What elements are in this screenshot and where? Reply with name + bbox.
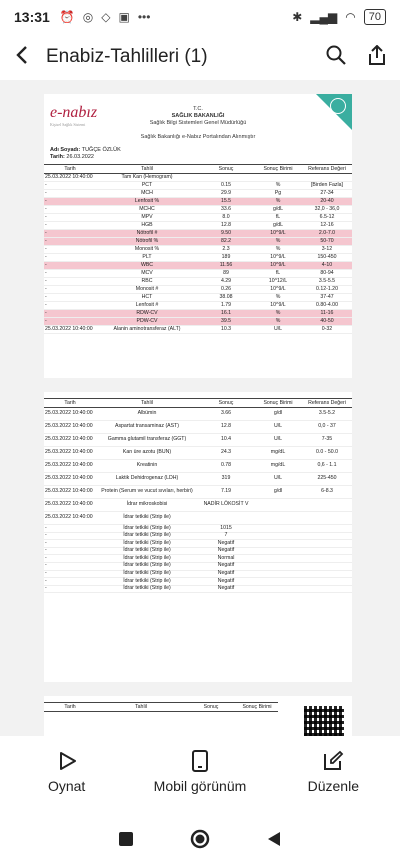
cell-date: -: [44, 278, 96, 286]
back-nav-icon[interactable]: [267, 831, 281, 852]
cell-result: 3.66: [198, 408, 254, 421]
cell-ref: [302, 540, 352, 548]
cell-result: 82.2: [198, 238, 254, 246]
cell-date: -: [44, 246, 96, 254]
cell-ref: 0.80-4.00: [302, 302, 352, 310]
table-row: [44, 278, 352, 286]
play-label: Oynat: [47, 778, 86, 794]
cell-unit: 10^9/L: [254, 262, 302, 270]
cell-date: -: [44, 190, 96, 198]
cell-result: 319: [198, 473, 254, 486]
cell-result: Negatif: [198, 585, 254, 593]
cell-result: 33.6: [198, 206, 254, 214]
table-row: [44, 585, 352, 593]
cell-date: -: [44, 238, 96, 246]
share-icon[interactable]: [368, 45, 386, 70]
cell-test: İdrar mikroskobisi: [96, 499, 198, 512]
cell-date: -: [44, 310, 96, 318]
cell-date: -: [44, 206, 96, 214]
cell-test: Albümin: [96, 408, 198, 421]
cell-unit: [254, 547, 302, 555]
col-test: Tahlil: [96, 165, 198, 174]
col-test: Tahlil: [96, 703, 186, 712]
cell-result: 12.8: [198, 222, 254, 230]
table-row: [44, 214, 352, 222]
cell-result: 2.3: [198, 246, 254, 254]
cell-date: -: [44, 555, 96, 563]
cell-test: İdrar tetkiki (Strip ile): [96, 532, 198, 540]
cell-ref: [302, 525, 352, 533]
col-date: Tarih: [44, 703, 96, 712]
cell-test: Alanin aminotransferaz (ALT): [96, 326, 198, 334]
bottom-toolbar: [0, 736, 400, 816]
col-unit: Sonuç Birimi: [254, 399, 302, 408]
cell-test: İdrar tetkiki (Strip ile): [96, 562, 198, 570]
cell-ref: [302, 512, 352, 525]
cell-result: 24.3: [198, 447, 254, 460]
cell-unit: mg/dL: [254, 460, 302, 473]
cell-test: Protein (Serum ve vucut sıvıları, herbiri): [96, 486, 198, 499]
cell-ref: 50-70: [302, 238, 352, 246]
package-icon: ▣: [118, 10, 130, 24]
cell-test: Nötrofil #: [96, 230, 198, 238]
cell-ref: [302, 499, 352, 512]
table-row: [44, 512, 352, 525]
bluetooth-icon: ✱: [292, 10, 303, 24]
cell-date: 25.03.2022 10:40:00: [44, 447, 96, 460]
cell-result: Negatif: [198, 562, 254, 570]
pdf-page-2: [44, 392, 352, 682]
mobile-view-button[interactable]: [150, 750, 250, 794]
cell-ref: [302, 570, 352, 578]
table-row: [44, 460, 352, 473]
cell-ref: [302, 532, 352, 540]
pdf-page-1: [44, 94, 352, 378]
cell-date: -: [44, 525, 96, 533]
cell-result: 7.19: [198, 486, 254, 499]
status-time: 13:31: [14, 9, 50, 25]
table-row: [44, 198, 352, 206]
cell-date: 25.03.2022 10:40:00: [44, 473, 96, 486]
tag-icon: ◇: [101, 10, 111, 24]
cell-test: İdrar tetkiki (Strip ile): [96, 512, 198, 525]
table-row: [44, 555, 352, 563]
cell-unit: 10^9/L: [254, 302, 302, 310]
cell-ref: 37-47: [302, 294, 352, 302]
home-icon[interactable]: [190, 829, 210, 854]
table-row: [44, 486, 352, 499]
cell-ref: 6.5-12: [302, 214, 352, 222]
cell-date: 25.03.2022 10:40:00: [44, 486, 96, 499]
cell-unit: fL: [254, 214, 302, 222]
cell-result: Normal: [198, 555, 254, 563]
cell-date: -: [44, 585, 96, 593]
table-row: [44, 540, 352, 548]
cell-unit: %: [254, 294, 302, 302]
cell-ref: 20-40: [302, 198, 352, 206]
table-row: [44, 434, 352, 447]
col-date: Tarih: [44, 399, 96, 408]
table-row: [44, 562, 352, 570]
cell-unit: [254, 174, 302, 182]
qr-code: [304, 706, 344, 736]
mobile-view-label: Mobil görünüm: [153, 778, 247, 794]
table-row: [44, 578, 352, 586]
edit-button[interactable]: [283, 750, 383, 794]
cell-test: İdrar tetkiki (Strip ile): [96, 570, 198, 578]
cell-result: 7: [198, 532, 254, 540]
col-ref: Referans Değeri: [302, 399, 352, 408]
cell-unit: [254, 525, 302, 533]
col-unit: Sonuç Birimi: [236, 703, 278, 712]
cell-test: İdrar tetkiki (Strip ile): [96, 578, 198, 586]
cell-test: RDW-CV: [96, 310, 198, 318]
page-title: Enabiz-Tahlilleri (1): [46, 46, 208, 67]
cell-ref: 150-450: [302, 254, 352, 262]
col-result: Sonuç: [186, 703, 236, 712]
cell-result: 38.08: [198, 294, 254, 302]
cell-test: Monosit #: [96, 286, 198, 294]
cell-ref: 0,0 - 37: [302, 421, 352, 434]
gov-directorate: Sağlık Bilgi Sistemleri Genel Müdürlüğü: [149, 120, 247, 126]
lab-table-3: [44, 702, 278, 712]
cell-test: MCH: [96, 190, 198, 198]
table-row: [44, 532, 352, 540]
gov-ministry: SAĞLIK BAKANLIĞI: [171, 113, 225, 119]
cell-result: 29.9: [198, 190, 254, 198]
cell-date: -: [44, 262, 96, 270]
cell-test: İdrar tetkiki (Strip ile): [96, 555, 198, 563]
cell-test: Gamma glutamil transferaz (GGT): [96, 434, 198, 447]
cell-date: 25.03.2022 10:40:00: [44, 421, 96, 434]
table-row: [44, 174, 352, 182]
cell-date: -: [44, 294, 96, 302]
table-row: [44, 286, 352, 294]
col-unit: Sonuç Birimi: [254, 165, 302, 174]
cell-result: Negatif: [198, 540, 254, 548]
cell-test: Lenfosit #: [96, 302, 198, 310]
lab-table-1: [44, 164, 352, 334]
cell-ref: 3.5-5.2: [302, 408, 352, 421]
cell-ref: [302, 555, 352, 563]
cell-unit: [254, 555, 302, 563]
cell-result: 89: [198, 270, 254, 278]
cell-date: -: [44, 198, 96, 206]
cell-unit: g/dl: [254, 408, 302, 421]
cell-result: 10.4: [198, 434, 254, 447]
cell-test: MPV: [96, 214, 198, 222]
cell-test: PLT: [96, 254, 198, 262]
cell-date: 25.03.2022 10:40:00: [44, 408, 96, 421]
cell-unit: g/dl: [254, 486, 302, 499]
cell-unit: %: [254, 310, 302, 318]
cell-test: PCT: [96, 182, 198, 190]
cell-test: MCHC: [96, 206, 198, 214]
cell-test: WBC: [96, 262, 198, 270]
system-nav-bar: [0, 816, 400, 866]
cell-test: MCV: [96, 270, 198, 278]
cell-result: 189: [198, 254, 254, 262]
cell-ref: [302, 578, 352, 586]
cell-date: -: [44, 270, 96, 278]
cell-unit: g/dL: [254, 206, 302, 214]
table-row: [44, 254, 352, 262]
cell-result: 12.8: [198, 421, 254, 434]
cell-ref: 11-16: [302, 310, 352, 318]
cell-unit: %: [254, 318, 302, 326]
play-button[interactable]: [17, 750, 117, 794]
pdf-page-3: [44, 696, 352, 736]
cell-unit: mg/dL: [254, 447, 302, 460]
cell-date: 25.03.2022 10:40:00: [44, 174, 96, 182]
cell-unit: [254, 512, 302, 525]
mobile-view-icon: [191, 750, 209, 772]
cell-ref: 3-12: [302, 246, 352, 254]
cell-result: Negatif: [198, 570, 254, 578]
cell-date: -: [44, 286, 96, 294]
cell-ref: 2.0-7.0: [302, 230, 352, 238]
cell-unit: %: [254, 238, 302, 246]
col-result: Sonuç: [198, 165, 254, 174]
col-date: Tarih: [44, 165, 96, 174]
cell-result: 1015: [198, 525, 254, 533]
cell-date: -: [44, 540, 96, 548]
table-row: [44, 270, 352, 278]
cell-ref: 80-94: [302, 270, 352, 278]
col-result: Sonuç: [198, 399, 254, 408]
cell-test: Kreatinin: [96, 460, 198, 473]
cell-ref: 40-50: [302, 318, 352, 326]
cell-result: Negatif: [198, 547, 254, 555]
cell-date: -: [44, 230, 96, 238]
cell-result: [198, 174, 254, 182]
cell-test: Kan üre azotu (BUN): [96, 447, 198, 460]
edit-icon: [322, 750, 344, 772]
cell-unit: 10^12/L: [254, 278, 302, 286]
cell-unit: %: [254, 198, 302, 206]
table-row: [44, 302, 352, 310]
cell-result: 15.5: [198, 198, 254, 206]
cell-ref: [302, 547, 352, 555]
cell-result: 39.5: [198, 318, 254, 326]
cell-result: [198, 512, 254, 525]
table-row: [44, 326, 352, 334]
cell-ref: 6-8.3: [302, 486, 352, 499]
cell-ref: 0-32: [302, 326, 352, 334]
cell-date: -: [44, 254, 96, 262]
col-ref: Referans Değeri: [302, 165, 352, 174]
cell-ref: [302, 585, 352, 593]
more-dots-icon: •••: [137, 10, 151, 24]
instagram-icon: ◎: [82, 10, 94, 24]
table-row: [44, 246, 352, 254]
cell-test: Lenfosit %: [96, 198, 198, 206]
cell-result: 0.78: [198, 460, 254, 473]
cell-date: -: [44, 578, 96, 586]
cell-result: 8.0: [198, 214, 254, 222]
cell-ref: 4-10: [302, 262, 352, 270]
pdf-viewer[interactable]: [0, 80, 400, 736]
cell-result: 11.56: [198, 262, 254, 270]
table-row: [44, 525, 352, 533]
cell-unit: Pg: [254, 190, 302, 198]
cell-unit: %: [254, 182, 302, 190]
cell-unit: [254, 499, 302, 512]
table-row: [44, 206, 352, 214]
gov-tc: T.C.: [193, 106, 203, 112]
cell-ref: 3.5-5.5: [302, 278, 352, 286]
table-row: [44, 230, 352, 238]
lab-table-2: [44, 398, 352, 593]
table-row: [44, 182, 352, 190]
cell-test: PDW-CV: [96, 318, 198, 326]
cell-ref: 0.0 - 50.0: [302, 447, 352, 460]
cell-date: -: [44, 182, 96, 190]
cell-ref: [302, 562, 352, 570]
cell-test: İdrar tetkiki (Strip ile): [96, 540, 198, 548]
app-bar: [0, 34, 400, 80]
cell-unit: U/L: [254, 473, 302, 486]
cell-unit: U/L: [254, 421, 302, 434]
cell-unit: %: [254, 246, 302, 254]
cell-date: -: [44, 222, 96, 230]
cell-date: -: [44, 562, 96, 570]
cell-date: -: [44, 570, 96, 578]
cell-ref: 27-34: [302, 190, 352, 198]
cell-unit: 10^9/L: [254, 286, 302, 294]
cell-date: -: [44, 318, 96, 326]
cell-test: Nötrofil %: [96, 238, 198, 246]
cell-result: 4.29: [198, 278, 254, 286]
cell-result: NADİR LÖKOSİT V: [198, 499, 254, 512]
edit-label: Düzenle: [307, 778, 359, 794]
status-bar: [0, 0, 400, 34]
cell-ref: 12-16: [302, 222, 352, 230]
table-row: [44, 294, 352, 302]
cell-unit: [254, 562, 302, 570]
cell-date: -: [44, 547, 96, 555]
cell-test: İdrar tetkiki (Strip ile): [96, 547, 198, 555]
cell-test: HCT: [96, 294, 198, 302]
patient-name: Adı Soyadı: TUĞÇE ÖZLÜK: [50, 147, 121, 153]
table-row: [44, 570, 352, 578]
cell-unit: U/L: [254, 434, 302, 447]
cell-ref: 32,0 - 36,0: [302, 206, 352, 214]
notification-icons: [60, 10, 151, 24]
cell-date: -: [44, 214, 96, 222]
cell-ref: 225-450: [302, 473, 352, 486]
table-row: [44, 421, 352, 434]
table-row: [44, 547, 352, 555]
table-row: [44, 408, 352, 421]
cell-test: Monosit %: [96, 246, 198, 254]
cell-unit: [254, 578, 302, 586]
cell-ref: 0,6 - 1.1: [302, 460, 352, 473]
cell-test: HGB: [96, 222, 198, 230]
table-row: [44, 499, 352, 512]
cell-date: -: [44, 302, 96, 310]
cell-unit: g/dL: [254, 222, 302, 230]
cell-test: İdrar tetkiki (Strip ile): [96, 585, 198, 593]
enabiz-logo: e-nabız Kişisel Sağlık Sistemi: [50, 104, 98, 127]
table-row: [44, 222, 352, 230]
cell-date: 25.03.2022 10:40:00: [44, 512, 96, 525]
cell-test: RBC: [96, 278, 198, 286]
cell-result: Negatif: [198, 578, 254, 586]
table-row: [44, 447, 352, 460]
cell-result: 0.26: [198, 286, 254, 294]
cell-ref: [Birden Fazla]: [302, 182, 352, 190]
cell-unit: [254, 532, 302, 540]
cell-unit: 10^9/L: [254, 230, 302, 238]
cell-result: 1.79: [198, 302, 254, 310]
play-icon: [56, 750, 78, 772]
cell-date: 25.03.2022 10:40:00: [44, 499, 96, 512]
table-row: [44, 318, 352, 326]
cell-result: 0.15: [198, 182, 254, 190]
cell-unit: [254, 585, 302, 593]
gov-source-note: Sağlık Bakanlığı e-Nabız Portalından Alınmıştır: [140, 134, 256, 140]
cell-date: 25.03.2022 10:40:00: [44, 434, 96, 447]
cell-result: 9.50: [198, 230, 254, 238]
cell-test: Laktik Dehidrogenaz (LDH): [96, 473, 198, 486]
cell-unit: [254, 570, 302, 578]
cell-unit: 10^9/L: [254, 254, 302, 262]
cell-result: 10.3: [198, 326, 254, 334]
cell-date: 25.03.2022 10:40:00: [44, 326, 96, 334]
col-test: Tahlil: [96, 399, 198, 408]
cell-test: Aspartat transaminaz (AST): [96, 421, 198, 434]
cell-test: Tam Kan (Hemogram): [96, 174, 198, 182]
cell-ref: 7-35: [302, 434, 352, 447]
back-arrow-icon[interactable]: [14, 45, 30, 70]
table-row: [44, 473, 352, 486]
cell-result: 16.1: [198, 310, 254, 318]
cell-unit: U/L: [254, 326, 302, 334]
signal-icon: ▂▄▆: [310, 10, 338, 24]
table-row: [44, 190, 352, 198]
recents-icon[interactable]: [119, 832, 133, 851]
table-row: [44, 310, 352, 318]
table-row: [44, 262, 352, 270]
cell-unit: [254, 540, 302, 548]
cell-date: -: [44, 532, 96, 540]
report-date: Tarih: 26.03.2022: [50, 154, 94, 160]
alarm-icon: ⏰: [59, 10, 75, 24]
table-row: [44, 238, 352, 246]
battery-icon: 70: [364, 9, 386, 25]
wifi-icon: ◠: [345, 10, 356, 24]
cell-test: İdrar tetkiki (Strip ile): [96, 525, 198, 533]
cell-ref: [302, 174, 352, 182]
cell-ref: 0.12-1.20: [302, 286, 352, 294]
cell-unit: fL: [254, 270, 302, 278]
cell-date: 25.03.2022 10:40:00: [44, 460, 96, 473]
search-icon[interactable]: [326, 45, 346, 70]
